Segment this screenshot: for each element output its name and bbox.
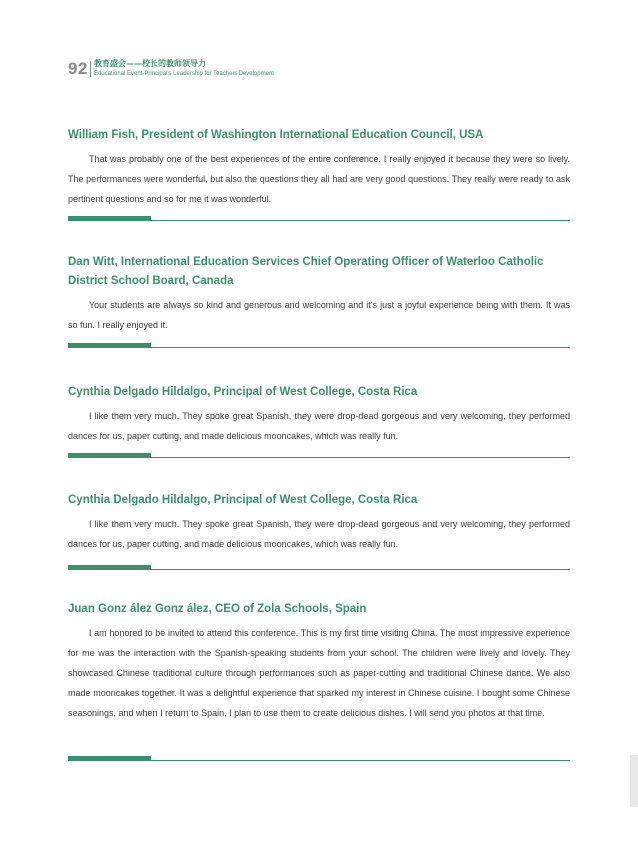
divider-accent-bar bbox=[68, 216, 151, 221]
quote-text: I am honored to be invited to attend this conference. This is my first time visiting China. The most impressive experience for me was the interaction with the Spanish-speaking students from your school. The children were lively and lovely. They showcased Chinese traditional culture through performances such as paper-cutting and traditional Chinese dance. We also made mooncakes together. It was a delightful experience that sparked my interest in Chinese cuisine. I bought some Chinese seasonings, and when I return to Spain, I plan to use them to create delicious dishes. I will send you photos at that time. bbox=[68, 628, 570, 718]
page-edge-tab bbox=[630, 755, 638, 807]
quote-section bbox=[68, 253, 570, 335]
header-divider bbox=[90, 61, 91, 77]
divider-accent-bar bbox=[68, 453, 151, 458]
quote-section bbox=[68, 491, 570, 554]
quote-section bbox=[68, 383, 570, 446]
header-title-cn: 教育盛会——校长的教师领导力 bbox=[94, 59, 206, 68]
speaker-heading: Juan Gonz ález Gonz ález, CEO of Zola Schools, Spain bbox=[68, 603, 367, 615]
divider-accent-bar bbox=[68, 565, 151, 570]
section-divider bbox=[68, 453, 570, 459]
quote-section bbox=[68, 600, 570, 723]
quote-text: That was probably one of the best experiences of the entire conference. I really enjoyed it because they were so lively. The performances were wonderful, but also the questions they all had are very good questions. They really were ready to ask pertinent questions and so for me it was wonderful. bbox=[68, 154, 570, 204]
section-divider bbox=[68, 216, 570, 222]
quote-text: I like them very much. They spoke great Spanish, they were drop-dead gorgeous and very welcoming, they performed dances for us, paper cutting, and made delicious mooncakes, which was really fun. bbox=[68, 411, 570, 441]
section-divider bbox=[68, 343, 570, 349]
quote-text: I like them very much. They spoke great Spanish, they were drop-dead gorgeous and very welcoming, they performed dances for us, paper cutting, and made delicious mooncakes, which was really fun. bbox=[68, 519, 570, 549]
divider-accent-bar bbox=[68, 343, 151, 348]
page-number: 92 bbox=[68, 59, 88, 78]
section-divider bbox=[68, 565, 570, 571]
quote-section bbox=[68, 126, 570, 209]
header-title-en: Educational Event-Principal's Leadership for Teachers'Development bbox=[94, 71, 274, 77]
speaker-heading: Dan Witt, International Education Services Chief Operating Officer of Waterloo Catholic District School Board, Canada bbox=[68, 256, 544, 287]
speaker-heading: William Fish, President of Washington International Education Council, USA bbox=[68, 129, 484, 141]
speaker-heading: Cynthia Delgado Hildalgo, Principal of West College, Costa Rica bbox=[68, 494, 418, 506]
section-divider bbox=[68, 756, 570, 762]
quote-text: Your students are always so kind and generous and welcoming and it's just a joyful experience being with them. It was so fun. I really enjoyed it. bbox=[68, 300, 570, 330]
speaker-heading: Cynthia Delgado Hildalgo, Principal of West College, Costa Rica bbox=[68, 386, 418, 398]
divider-accent-bar bbox=[68, 756, 151, 761]
